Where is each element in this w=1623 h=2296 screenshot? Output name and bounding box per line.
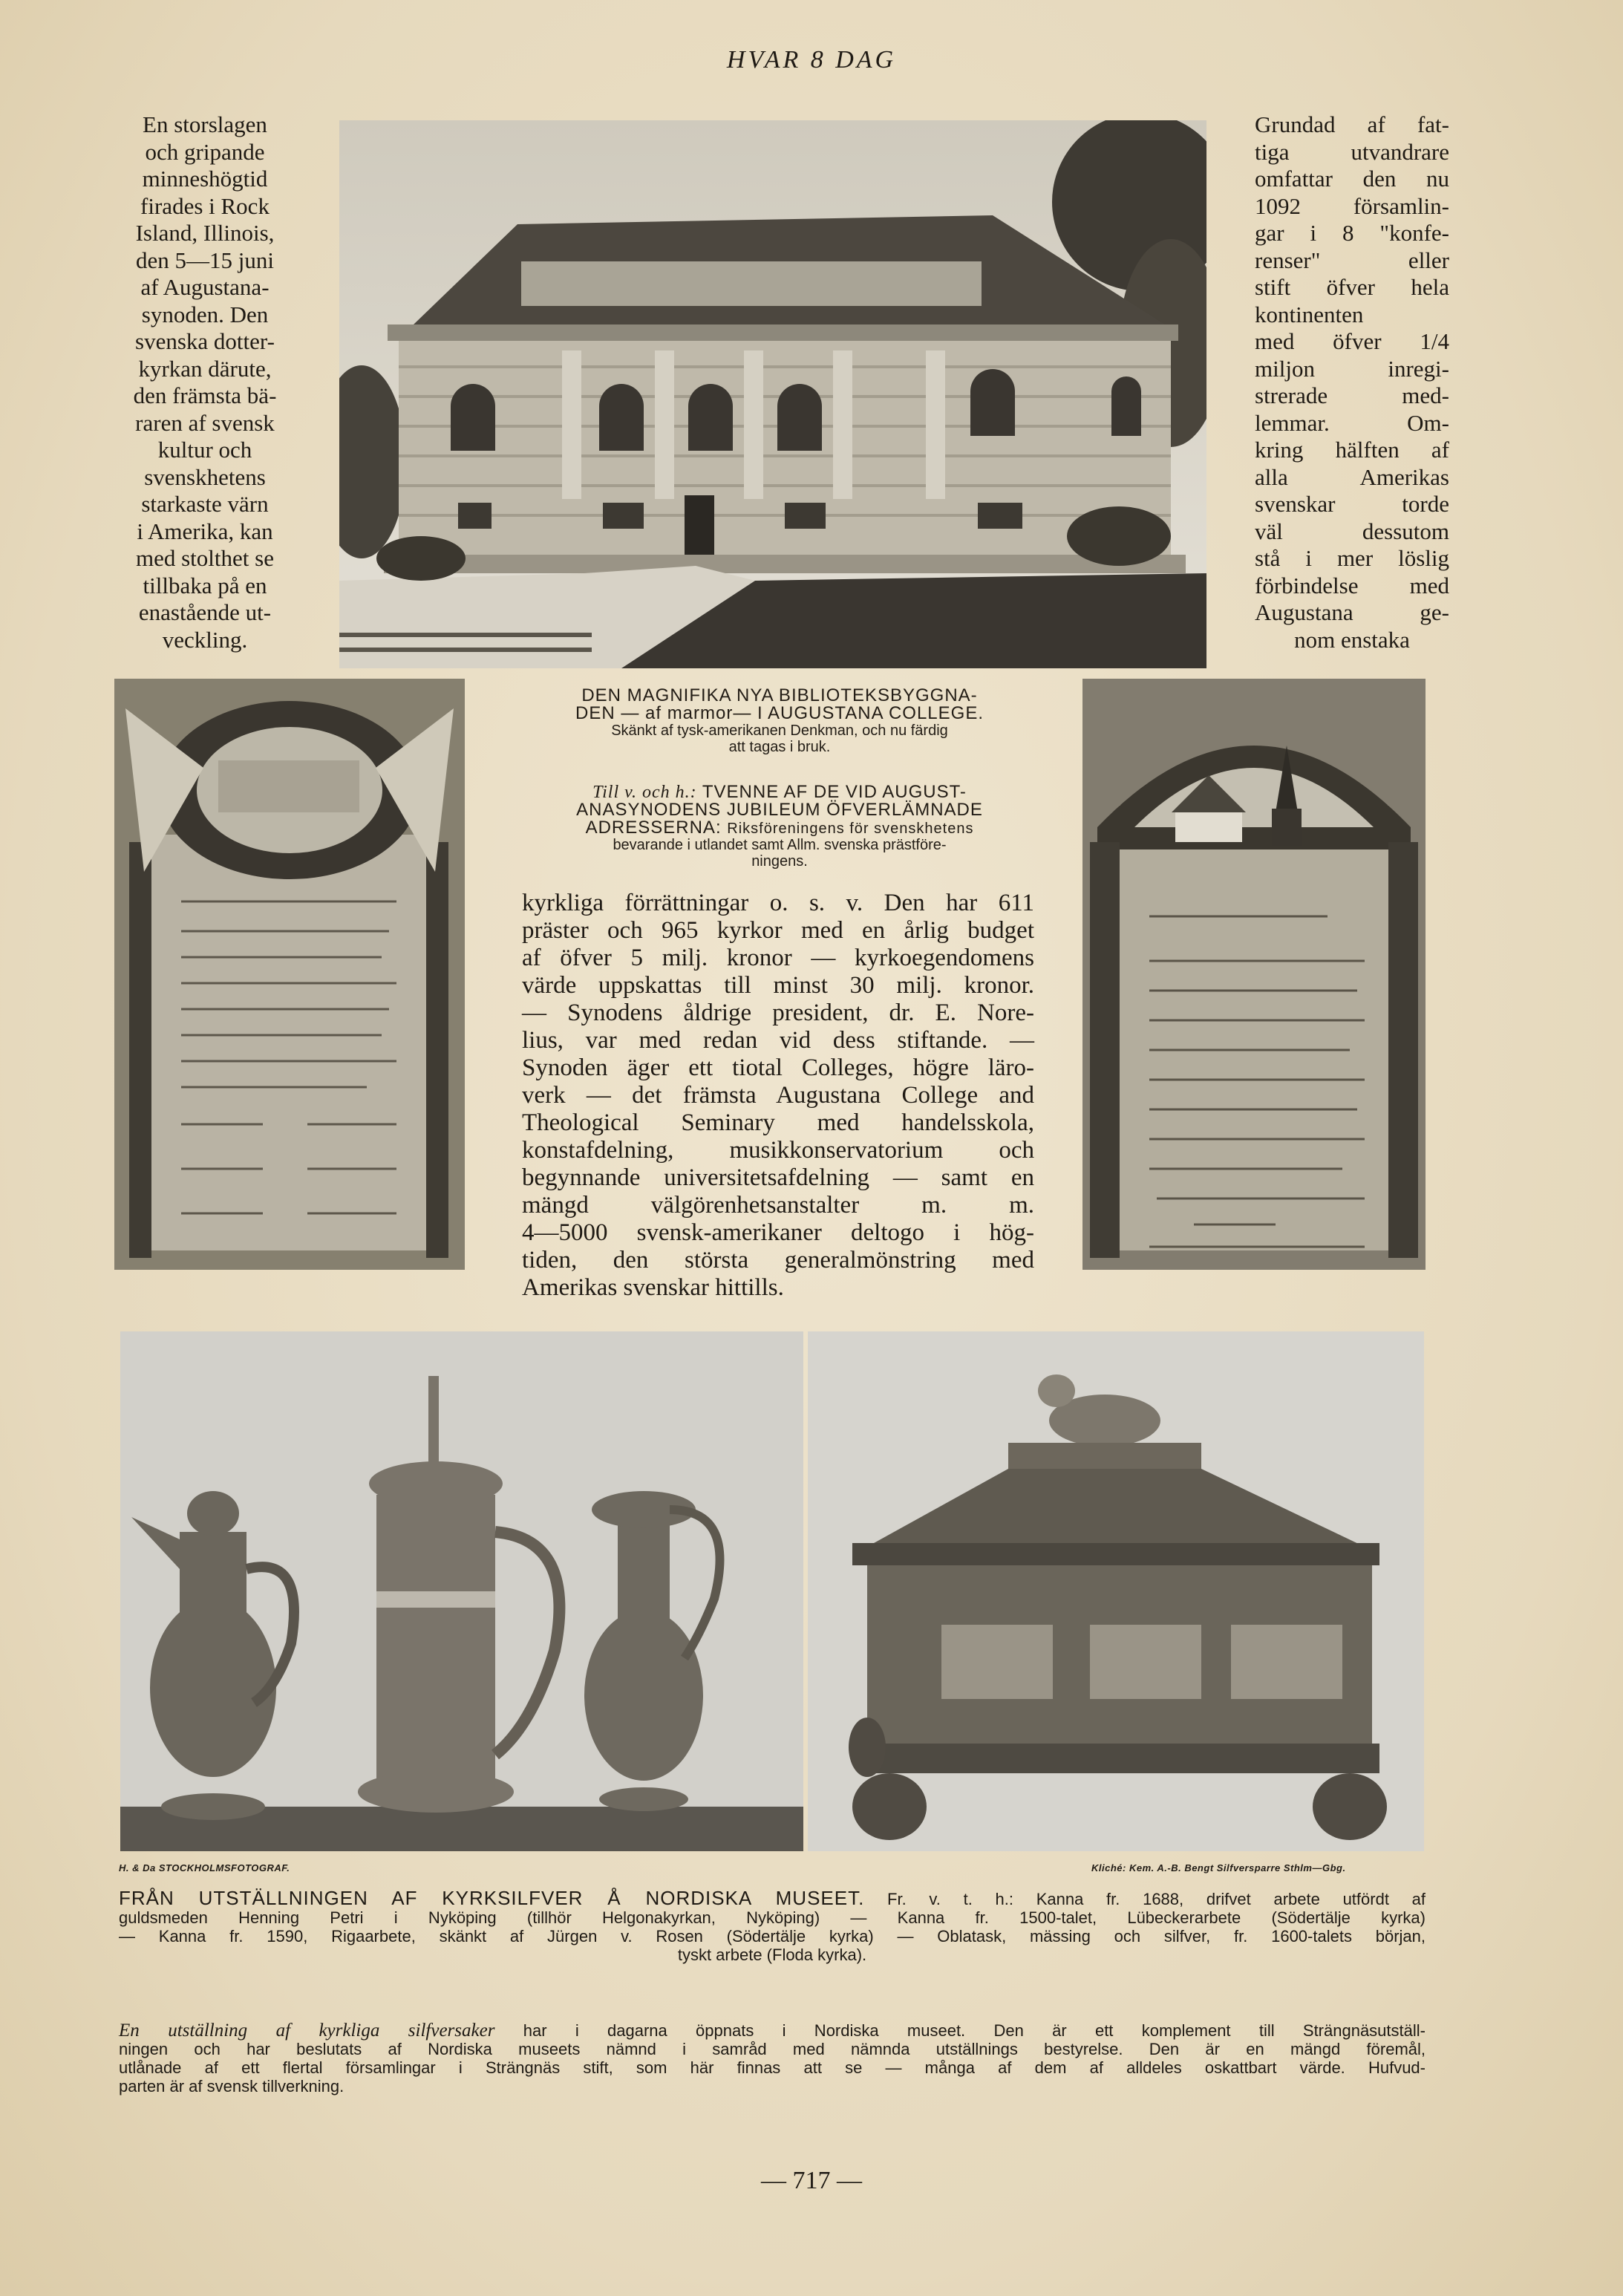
right-column-line: Augustana ge- bbox=[1255, 599, 1449, 625]
note-line-4: parten är af svensk tillverkning. bbox=[119, 2077, 344, 2096]
addresses-caption-line-1: TVENNE AF DE VID AUGUST- bbox=[702, 782, 967, 802]
right-column-line: med öfver 1/4 bbox=[1255, 328, 1449, 354]
silver-jugs-photo bbox=[120, 1331, 803, 1851]
addresses-caption-sub-2: bevarande i utlandet samt Allm. svenska prästföre- bbox=[613, 837, 947, 853]
left-column-line: kyrkan därute, bbox=[138, 355, 272, 382]
silver-caption-line-4: tyskt arbete (Floda kyrka). bbox=[677, 1946, 867, 1964]
left-column-line: enastående ut- bbox=[138, 599, 272, 625]
library-building-photo bbox=[339, 120, 1206, 668]
note-lead: En utställning af kyrkliga silfversaker bbox=[119, 2021, 495, 2041]
left-column-line: Island, Illinois, bbox=[135, 220, 275, 246]
left-column-line: raren af svensk bbox=[135, 409, 275, 436]
note-line-1: har i dagarna öppnats i Nordiska museet. Den är ett komplement till Strängnäsutställ- bbox=[523, 2021, 1426, 2040]
left-column-line: den främsta bä- bbox=[133, 382, 277, 408]
left-column-line: den 5—15 juni bbox=[136, 247, 274, 273]
left-column-line: med stolthet se bbox=[136, 545, 274, 571]
body-text-line: lius, var med redan vid dess stiftande. — bbox=[522, 1027, 1034, 1054]
right-column-line: stå i mer löslig bbox=[1255, 545, 1449, 571]
silver-caption-line-1: Fr. v. t. h.: Kanna fr. 1688, drifvet arbete utfördt af bbox=[887, 1890, 1426, 1908]
library-caption-line-1: DEN MAGNIFIKA NYA BIBLIOTEKSBYGGNA- bbox=[581, 685, 978, 705]
addresses-caption-line-2: ANASYNODENS JUBILEUM ÖFVERLÄMNADE bbox=[576, 800, 983, 820]
right-column-line: nom enstaka bbox=[1294, 626, 1410, 653]
right-column-line: alla Amerikas bbox=[1255, 463, 1449, 490]
right-column-line: kring hälften af bbox=[1255, 437, 1449, 463]
library-caption bbox=[520, 687, 1039, 755]
body-text-line: Theological Seminary med handelsskola, bbox=[522, 1109, 1034, 1136]
body-text-line: begynnande universitetsafdelning — samt en bbox=[522, 1164, 1034, 1191]
addresses-caption-lead: Till v. och h.: bbox=[592, 783, 697, 802]
right-column-line: svenskar torde bbox=[1255, 491, 1449, 517]
right-column-line: Grundad af fat- bbox=[1255, 111, 1449, 137]
body-text-line: kyrkliga förrättningar o. s. v. Den har 611 bbox=[522, 890, 1034, 916]
right-column-line: strerade med- bbox=[1255, 382, 1449, 408]
right-column-line: väl dessutom bbox=[1255, 518, 1449, 544]
photo-credit: H. & Da STOCKHOLMSFOTOGRAF. bbox=[119, 1862, 290, 1873]
right-column-line: renser" eller bbox=[1255, 247, 1449, 273]
right-column-text bbox=[1255, 111, 1449, 653]
body-text-line: präster och 965 kyrkor med en årlig budget bbox=[522, 917, 1034, 944]
left-column-line: veckling. bbox=[162, 626, 248, 653]
addresses-caption-line-3: ADRESSERNA: bbox=[585, 818, 722, 838]
left-column-text bbox=[111, 111, 298, 653]
cliche-credit: Kliché: Kem. A.-B. Bengt Silfversparre Sthlm—Gbg. bbox=[1091, 1862, 1346, 1873]
oblatask-photo bbox=[808, 1331, 1424, 1851]
body-text-line: konstafdelning, musikkonservatorium och bbox=[522, 1137, 1034, 1164]
library-caption-line-2: DEN — af marmor— I AUGUSTANA COLLEGE. bbox=[575, 703, 984, 723]
body-text-line: tiden, den största generalmönstring med bbox=[522, 1247, 1034, 1273]
addresses-caption-sub-1: Riksföreningens för svenskhetens bbox=[727, 821, 974, 837]
exhibition-note bbox=[119, 2021, 1426, 2096]
body-text-line: mängd välgörenhetsanstalter m. m. bbox=[522, 1192, 1034, 1219]
center-body-text bbox=[522, 890, 1034, 1302]
left-column-line: svenska dotter- bbox=[135, 328, 275, 354]
right-column-line: lemmar. Om- bbox=[1255, 409, 1449, 436]
body-text-line: 4—5000 svensk-amerikaner deltogo i hög- bbox=[522, 1219, 1034, 1246]
right-column-line: tiga utvandrare bbox=[1255, 138, 1449, 165]
left-column-line: och gripande bbox=[145, 138, 265, 165]
left-column-line: synoden. Den bbox=[141, 301, 269, 327]
address-document-left bbox=[114, 679, 465, 1270]
page-number: — 717 — bbox=[761, 2167, 862, 2194]
library-caption-sub-2: att tagas i bruk. bbox=[728, 739, 831, 755]
right-column-line: omfattar den nu bbox=[1255, 166, 1449, 192]
body-text-line: värde uppskattas till minst 30 milj. kronor. bbox=[522, 972, 1034, 999]
left-column-line: firades i Rock bbox=[140, 192, 270, 219]
addresses-caption-sub-3: ningens. bbox=[751, 853, 808, 870]
left-column-line: starkaste värn bbox=[141, 491, 269, 517]
right-column-line: gar i 8 "konfe- bbox=[1255, 220, 1449, 246]
left-column-line: svenskhetens bbox=[144, 463, 266, 490]
right-column-line: stift öfver hela bbox=[1255, 274, 1449, 300]
page-header: HVAR 8 DAG bbox=[726, 46, 897, 74]
address-document-right bbox=[1082, 679, 1426, 1270]
silver-caption-line-3: — Kanna fr. 1590, Rigaarbete, skänkt af Jürgen v. Rosen (Södertälje kyrka) — Oblatask, mässing och silfver, fr. 1600-talets början, bbox=[119, 1927, 1426, 1946]
silver-caption-title: FRÅN UTSTÄLLNINGEN AF KYRKSILFVER Å NORDISKA MUSEET. bbox=[119, 1887, 865, 1909]
left-column-line: af Augustana- bbox=[140, 274, 270, 300]
left-column-line: kultur och bbox=[157, 437, 252, 463]
note-line-2: ningen och har beslutats af Nordiska museets nämnd i samråd med nämnda utställnings bestyrelse. Den är en mängd föremål, bbox=[119, 2040, 1426, 2058]
body-text-line: Amerikas svenskar hittills. bbox=[522, 1274, 784, 1301]
right-column-line: kontinenten bbox=[1255, 301, 1364, 327]
body-text-line: — Synodens åldrige president, dr. E. Nore- bbox=[522, 999, 1034, 1026]
left-column-line: tillbaka på en bbox=[143, 572, 267, 599]
left-column-line: En storslagen bbox=[143, 111, 267, 137]
left-column-line: i Amerika, kan bbox=[137, 518, 273, 544]
silver-exhibition-caption bbox=[119, 1889, 1426, 1964]
silver-caption-line-2: guldsmeden Henning Petri i Nyköping (tillhör Helgonakyrkan, Nyköping) — Kanna fr. 1500-talet, Lübeckerarbete (Södertälje kyrka) bbox=[119, 1908, 1426, 1927]
library-caption-sub-1: Skänkt af tysk-amerikanen Denkman, och nu färdig bbox=[611, 723, 948, 739]
right-column-line: förbindelse med bbox=[1255, 572, 1449, 599]
addresses-caption bbox=[520, 783, 1039, 870]
body-text-line: af öfver 5 milj. kronor — kyrkoegendomens bbox=[522, 945, 1034, 971]
right-column-line: 1092 församlin- bbox=[1255, 192, 1449, 219]
right-column-line: miljon inregi- bbox=[1255, 355, 1449, 382]
left-column-line: minneshögtid bbox=[142, 166, 268, 192]
body-text-line: Synoden äger ett tiotal Colleges, högre läro- bbox=[522, 1054, 1034, 1081]
body-text-line: verk — det främsta Augustana College and bbox=[522, 1082, 1034, 1109]
note-line-3: utlånade af ett flertal församlingar i Strängnäs stift, som här finnas att se — många af dem af alldeles oskattbart värde. Hufvud- bbox=[119, 2058, 1426, 2077]
